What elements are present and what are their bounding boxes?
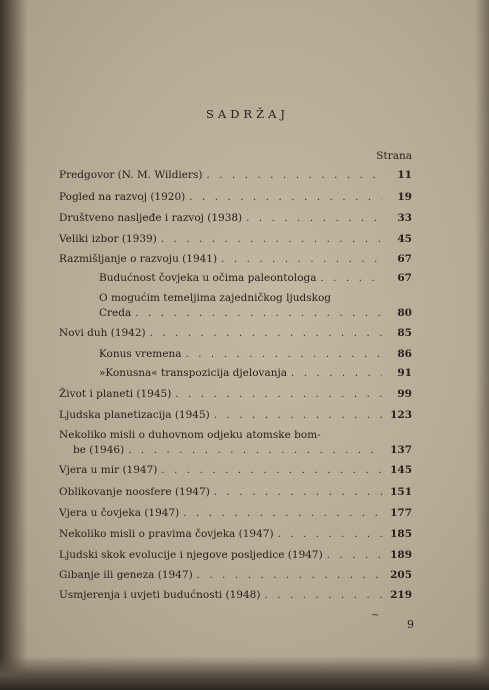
toc-entry-page: 137 [390, 444, 412, 456]
toc-entry [59, 505, 412, 521]
toc-entry-title: Razmišljanje o razvoju (1941) [59, 253, 218, 265]
toc-entry [73, 442, 412, 458]
toc-entry-page: 151 [390, 486, 412, 498]
toc-entry [59, 484, 412, 500]
contents-heading: SADRŽAJ [206, 107, 289, 121]
toc-entry-page: 123 [390, 409, 412, 421]
toc-entry-title: Život i planeti (1945) [59, 388, 172, 400]
toc-entry-page: 145 [390, 464, 412, 476]
leader-dots [203, 168, 382, 184]
toc-entry-title: Veliki izbor (1939) [59, 233, 157, 245]
toc-entry-title: Nekoliko misli o pravima čovjeka (1947) [59, 528, 274, 540]
toc-entry-page: 80 [397, 307, 412, 319]
leader-dots [193, 568, 382, 584]
leader-dots [131, 306, 382, 322]
leader-dots [185, 190, 382, 206]
toc-entry [59, 167, 412, 183]
toc-entry [59, 386, 412, 402]
leader-dots [323, 548, 382, 564]
toc-entry-page: 185 [390, 528, 412, 540]
toc-entry-title: Konus vremena [99, 348, 182, 360]
footer-mark: ~ [371, 610, 380, 621]
toc-entry-title: »Konusna« transpozicija djelovanja [99, 367, 288, 379]
toc-entry [59, 547, 412, 563]
page-number: 9 [407, 618, 414, 631]
toc-entry-title: Budućnost čovjeka u očima paleontologa [99, 272, 317, 284]
leader-dots [157, 463, 382, 479]
toc-entry-title: be (1946) [73, 444, 125, 456]
leader-dots [242, 211, 382, 227]
toc-entry-title: Pogled na razvoj (1920) [59, 191, 186, 203]
toc-entry-page: 189 [390, 549, 412, 561]
toc-entry-title: Društveno nasljeđe i razvoj (1938) [59, 212, 243, 224]
leader-dots [287, 366, 382, 382]
toc-entry-title: Novi duh (1942) [59, 327, 146, 339]
leader-dots [124, 443, 382, 459]
leader-dots [210, 408, 382, 424]
toc-entry [59, 325, 412, 341]
leader-dots [179, 506, 382, 522]
toc-entry [59, 587, 412, 603]
leader-dots [317, 271, 383, 287]
toc-subentry [99, 346, 412, 362]
toc-entry-page: 91 [397, 367, 412, 379]
toc-entry-page: 205 [390, 569, 412, 581]
toc-entry-title: Ljudski skok evolucije i njegove posljedice (1947) [59, 549, 323, 561]
toc-entry-title: Oblikovanje noosfere (1947) [59, 486, 210, 498]
leader-dots [146, 326, 382, 342]
page-column-label: Strana [376, 150, 412, 162]
toc-entry-title: Creda [99, 307, 132, 319]
toc-subentry [99, 270, 412, 286]
leader-dots [157, 232, 382, 248]
toc-entry-page: 67 [397, 272, 412, 284]
leader-dots [171, 387, 382, 403]
leader-dots [260, 588, 382, 604]
toc-entry-line: Nekoliko misli o duhovnom odjeku atomske bom- [59, 429, 321, 441]
toc-entry-page: 45 [397, 233, 412, 245]
toc-entry [59, 251, 412, 267]
toc-entry-title: Gibanje ili geneza (1947) [59, 569, 193, 581]
toc-subentry [99, 305, 412, 321]
toc-entry-title: Predgovor (N. M. Wildiers) [59, 169, 203, 181]
toc-subentry-line: O mogućim temeljima zajedničkog ljudskog [99, 292, 331, 304]
toc-entry-page: 219 [390, 589, 412, 601]
toc-entry [59, 567, 412, 583]
toc-entry-title: Vjera u čovjeka (1947) [59, 507, 180, 519]
toc-entry-page: 85 [397, 327, 412, 339]
toc-entry-title: Ljudska planetizacija (1945) [59, 409, 210, 421]
leader-dots [274, 527, 382, 543]
toc-entry [59, 231, 412, 247]
toc-entry-title: Usmjerenja i uvjeti budućnosti (1948) [59, 589, 261, 601]
toc-entry [59, 407, 412, 423]
leader-dots [182, 347, 383, 363]
toc-entry [59, 210, 412, 226]
toc-entry-page: 177 [390, 507, 412, 519]
toc-entry [59, 526, 412, 542]
toc-entry [59, 189, 412, 205]
toc-entry-page: 19 [397, 191, 412, 203]
leader-dots [210, 485, 382, 501]
toc-entry [59, 462, 412, 478]
toc-entry-page: 33 [397, 212, 412, 224]
toc-subentry [99, 365, 412, 381]
toc-entry-page: 11 [397, 169, 412, 181]
toc-entry-page: 67 [397, 253, 412, 265]
toc-entry-title: Vjera u mir (1947) [59, 464, 158, 476]
toc-entry-page: 99 [397, 388, 412, 400]
toc-entry-page: 86 [397, 348, 412, 360]
leader-dots [217, 252, 382, 268]
